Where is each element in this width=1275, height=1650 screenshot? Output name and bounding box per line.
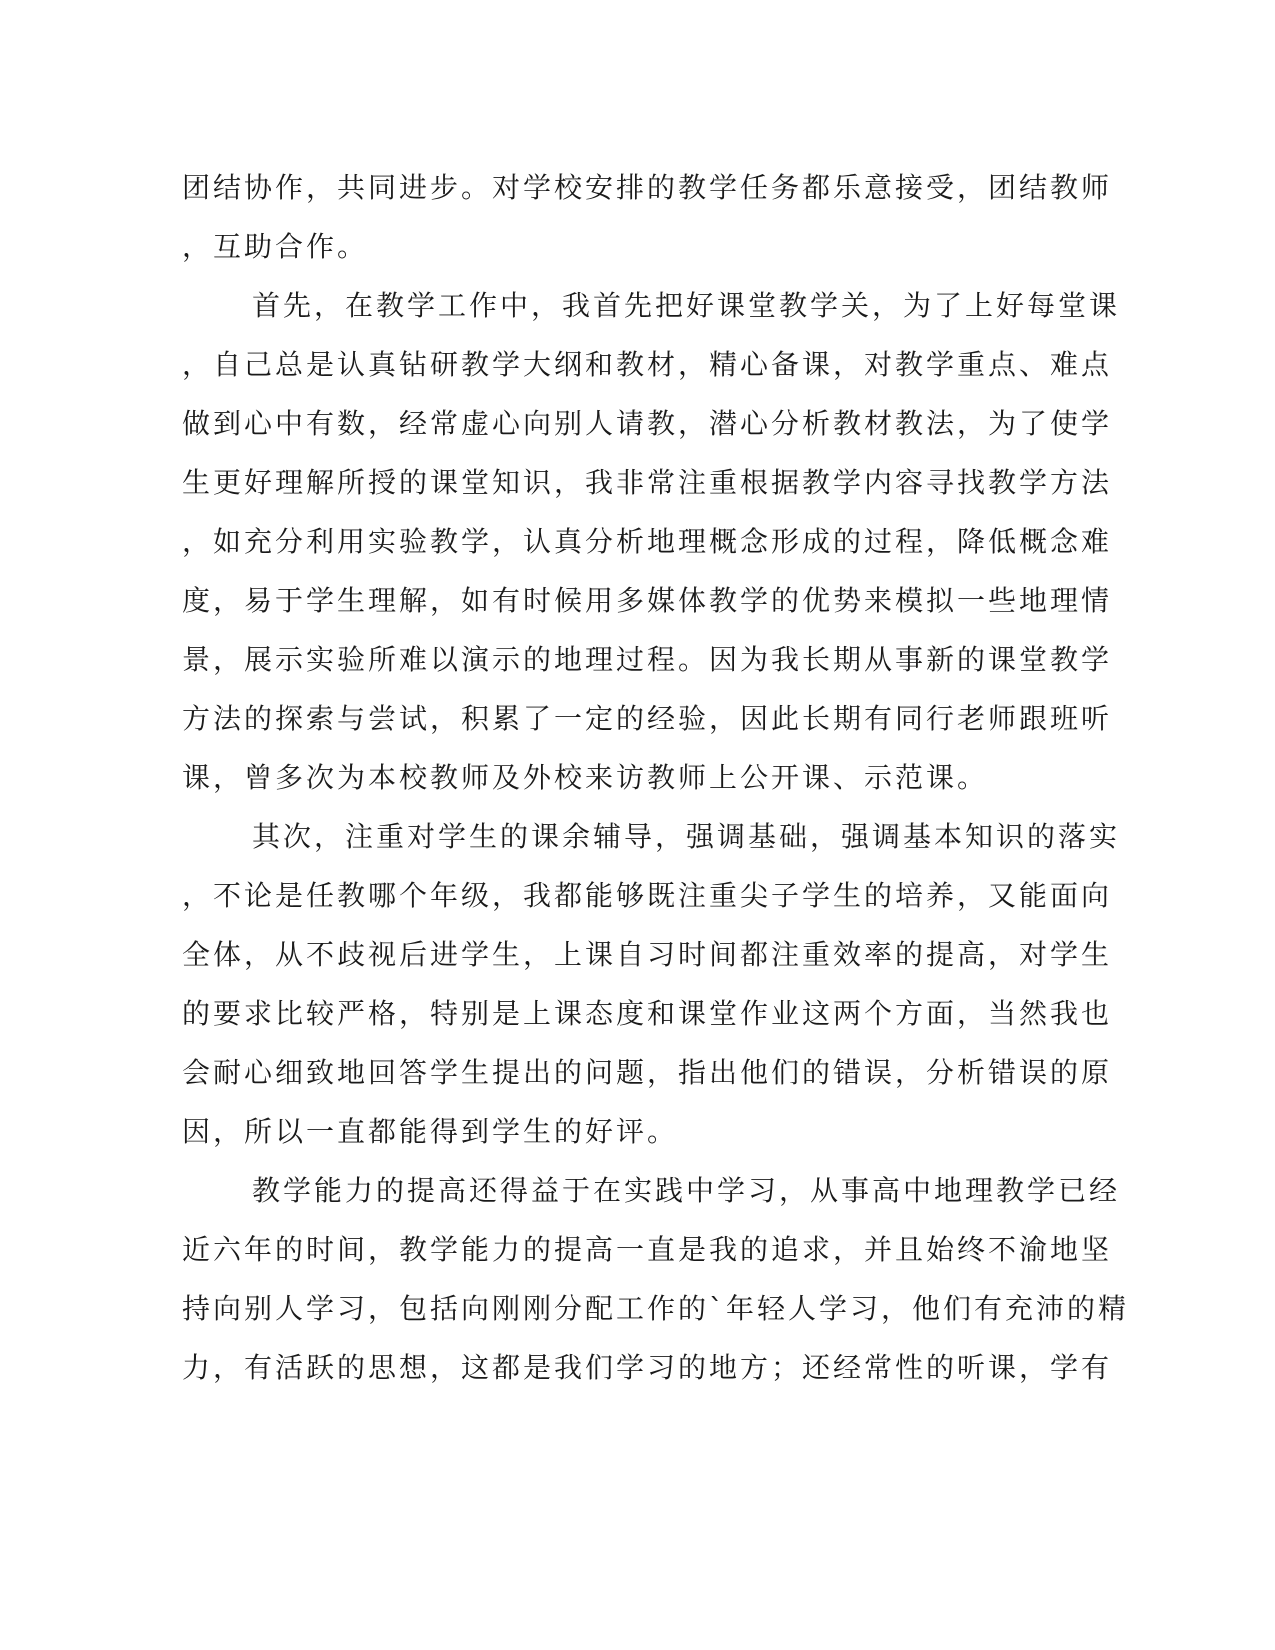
paragraph-first-line: 教学能力的提高还得益于在实践中学习，从事高中地理教学已经 [252, 1174, 1121, 1207]
text-line: 全体，从不歧视后进学生，上课自习时间都注重效率的提高，对学生 [182, 938, 1113, 971]
text-line: 近六年的时间，教学能力的提高一直是我的追求，并且始终不渝地坚 [182, 1233, 1113, 1266]
paragraph-first-line: 其次，注重对学生的课余辅导，强调基础，强调基本知识的落实 [252, 820, 1121, 853]
text-line: 的要求比较严格，特别是上课态度和课堂作业这两个方面，当然我也 [182, 997, 1113, 1030]
paragraph-first-line: 首先，在教学工作中，我首先把好课堂教学关，为了上好每堂课 [252, 289, 1121, 322]
text-line: 力，有活跃的思想，这都是我们学习的地方；还经常性的听课，学有 [182, 1351, 1113, 1384]
text-line: ，互助合作。 [182, 230, 369, 263]
text-line: 度，易于学生理解，如有时候用多媒体教学的优势来模拟一些地理情 [182, 584, 1113, 617]
text-line: 会耐心细致地回答学生提出的问题，指出他们的错误，分析错误的原 [182, 1056, 1113, 1089]
text-line: 做到心中有数，经常虚心向别人请教，潜心分析教材教法，为了使学 [182, 407, 1113, 440]
text-line: 景，展示实验所难以演示的地理过程。因为我长期从事新的课堂教学 [182, 643, 1113, 676]
body-text [182, 158, 1130, 1397]
text-line: 因，所以一直都能得到学生的好评。 [182, 1115, 679, 1148]
text-line: 方法的探索与尝试，积累了一定的经验，因此长期有同行老师跟班听 [182, 702, 1113, 735]
text-line: ，如充分利用实验教学，认真分析地理概念形成的过程，降低概念难 [182, 525, 1113, 558]
text-line: 生更好理解所授的课堂知识，我非常注重根据教学内容寻找教学方法 [182, 466, 1113, 499]
text-line: ，自己总是认真钻研教学大纲和教材，精心备课，对教学重点、难点 [182, 348, 1113, 381]
text-line: 课，曾多次为本校教师及外校来访教师上公开课、示范课。 [182, 761, 989, 794]
text-line: ，不论是任教哪个年级，我都能够既注重尖子学生的培养，又能面向 [182, 879, 1113, 912]
text-line: 持向别人学习，包括向刚刚分配工作的`年轻人学习，他们有充沛的精 [182, 1292, 1130, 1325]
text-line: 团结协作，共同进步。对学校安排的教学任务都乐意接受，团结教师 [182, 171, 1113, 204]
